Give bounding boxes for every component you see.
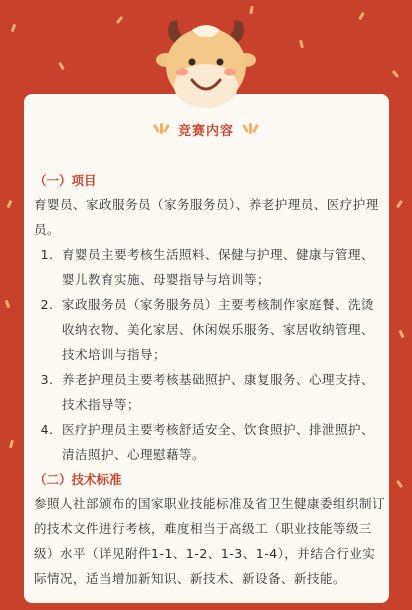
standards-text: 参照人社部颁布的国家职业技能标准及省卫生健康委组织制订的技术文件进行考核，难度相当于高级工（职业技能等级三级）水平（详见附件1-1、1-2、1-3、1-4），并结合行业实际情况，适当增加新知识、新技术、新设备、新技能。 xyxy=(34,496,386,586)
card-title-row xyxy=(0,118,412,140)
sparkle-burst-icon xyxy=(152,120,170,138)
sparkle-burst-icon xyxy=(242,120,260,138)
content-body xyxy=(34,170,386,591)
card-title: 竞赛内容 xyxy=(177,123,234,139)
section-heading-projects: （一）项目 xyxy=(34,173,97,188)
list-item: 2. 家政服务员（家务服务员）主要考核制作家庭餐、洗烫收纳衣物、美化家居、休闲娱乐服务、家居收纳管理、技术培训与指导； xyxy=(58,292,386,367)
list-item: 1. 育婴员主要考核生活照料、保健与护理、健康与管理、婴儿教育实施、母婴指导与培训等； xyxy=(58,242,386,292)
cow-face-icon xyxy=(156,16,256,112)
list-item: 4. 医疗护理员主要考核舒适安全、饮食照护、排泄照护、清洁照护、心理慰藉等。 xyxy=(58,417,386,467)
projects-intro: 育婴员、家政服务员（家务服务员）、养老护理员、医疗护理员。 xyxy=(34,197,379,237)
section-heading-standards: （二）技术标准 xyxy=(34,472,122,487)
project-list xyxy=(34,242,386,467)
list-item: 3. 养老护理员主要考核基础照护、康复服务、心理支持、技术指导等； xyxy=(58,367,386,417)
